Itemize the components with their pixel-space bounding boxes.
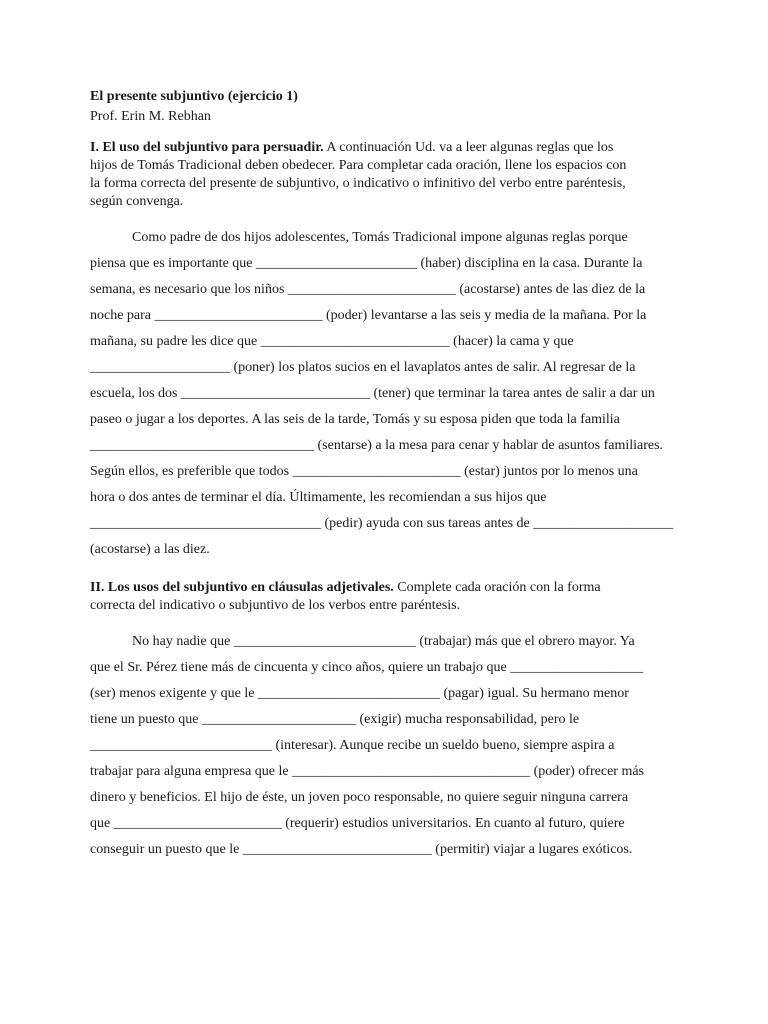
- exercise-line: tiene un puesto que ______________________ (exigir) mucha responsabilidad, pero le: [90, 712, 580, 727]
- exercise-line: (ser) menos exigente y que le __________________________ (pagar) igual. Su hermano menor: [90, 686, 629, 701]
- document-title: El presente subjuntivo (ejercicio 1): [90, 89, 298, 104]
- section-1: [90, 139, 690, 563]
- exercise-line: que el Sr. Pérez tiene más de cincuenta y cinco años, quiere un trabajo que ___________________: [90, 660, 644, 675]
- document-page: [90, 88, 690, 863]
- section-1-intro-line: [90, 139, 690, 157]
- exercise-line: _________________________________ (pedir) ayuda con sus tareas antes de ____________________: [90, 516, 674, 531]
- exercise-line: conseguir un puesto que le ___________________________ (permitir) viajar a lugares exóticos.: [90, 842, 633, 857]
- section-2-heading: II. Los usos del subjuntivo en cláusulas adjetivales.: [90, 580, 394, 595]
- exercise-line: hora o dos antes de terminar el día. Últimamente, les recomiendan a sus hijos que: [90, 490, 547, 505]
- exercise-line: trabajar para alguna empresa que le __________________________________ (poder) ofrecer más: [90, 764, 644, 779]
- section-1-intro-line: según convenga.: [90, 194, 184, 209]
- section-1-exercise-paragraph: [90, 225, 690, 563]
- exercise-line: ________________________________ (sentarse) a la mesa para cenar y hablar de asuntos familiares.: [90, 438, 664, 453]
- exercise-line: Según ellos, es preferible que todos ________________________ (estar) juntos por lo menos una: [90, 464, 638, 479]
- section-2-exercise-paragraph: [90, 629, 690, 863]
- section-2: [90, 579, 690, 863]
- exercise-line: No hay nadie que __________________________ (trabajar) más que el obrero mayor. Ya: [90, 634, 635, 649]
- exercise-line: Como padre de dos hijos adolescentes, Tomás Tradicional impone algunas reglas porque: [90, 230, 628, 245]
- section-1-intro-line: hijos de Tomás Tradicional deben obedecer. Para completar cada oración, llene los espacios con: [90, 158, 627, 173]
- document-author: Prof. Erin M. Rebhan: [90, 109, 211, 124]
- exercise-line: dinero y beneficios. El hijo de éste, un joven poco responsable, no quiere seguir ninguna carrera: [90, 790, 629, 805]
- section-1-heading: I. El uso del subjuntivo para persuadir.: [90, 140, 324, 155]
- exercise-line: piensa que es importante que _______________________ (haber) disciplina en la casa. Durante la: [90, 256, 643, 271]
- section-1-intro: [90, 139, 690, 211]
- section-2-intro-line: [90, 579, 690, 597]
- exercise-line: __________________________ (interesar). Aunque recibe un sueldo bueno, siempre aspira a: [90, 738, 615, 753]
- section-2-intro: [90, 579, 690, 615]
- exercise-line: paseo o jugar a los deportes. A las seis de la tarde, Tomás y su esposa piden que toda la familia: [90, 412, 620, 427]
- exercise-line: semana, es necesario que los niños ________________________ (acostarse) antes de las diez de la: [90, 282, 646, 297]
- exercise-line: mañana, su padre les dice que ___________________________ (hacer) la cama y que: [90, 334, 574, 349]
- exercise-line: noche para ________________________ (poder) levantarse a las seis y media de la mañana. Por la: [90, 308, 647, 323]
- exercise-line: que ________________________ (requerir) estudios universitarios. En cuanto al futuro, quiere: [90, 816, 625, 831]
- exercise-line: escuela, los dos ___________________________ (tener) que terminar la tarea antes de salir a dar un: [90, 386, 655, 401]
- section-1-intro-text: A continuación Ud. va a leer algunas reglas que los: [323, 140, 614, 155]
- section-2-intro-text: Complete cada oración con la forma: [393, 580, 601, 595]
- section-2-intro-line: correcta del indicativo o subjuntivo de los verbos entre paréntesis.: [90, 598, 461, 613]
- exercise-line: ____________________ (poner) los platos sucios en el lavaplatos antes de salir. Al regresar de la: [90, 360, 636, 375]
- exercise-line: (acostarse) a las diez.: [90, 542, 210, 557]
- section-1-intro-line: la forma correcta del presente de subjuntivo, o indicativo o infinitivo del verbo entre paréntesis,: [90, 176, 626, 191]
